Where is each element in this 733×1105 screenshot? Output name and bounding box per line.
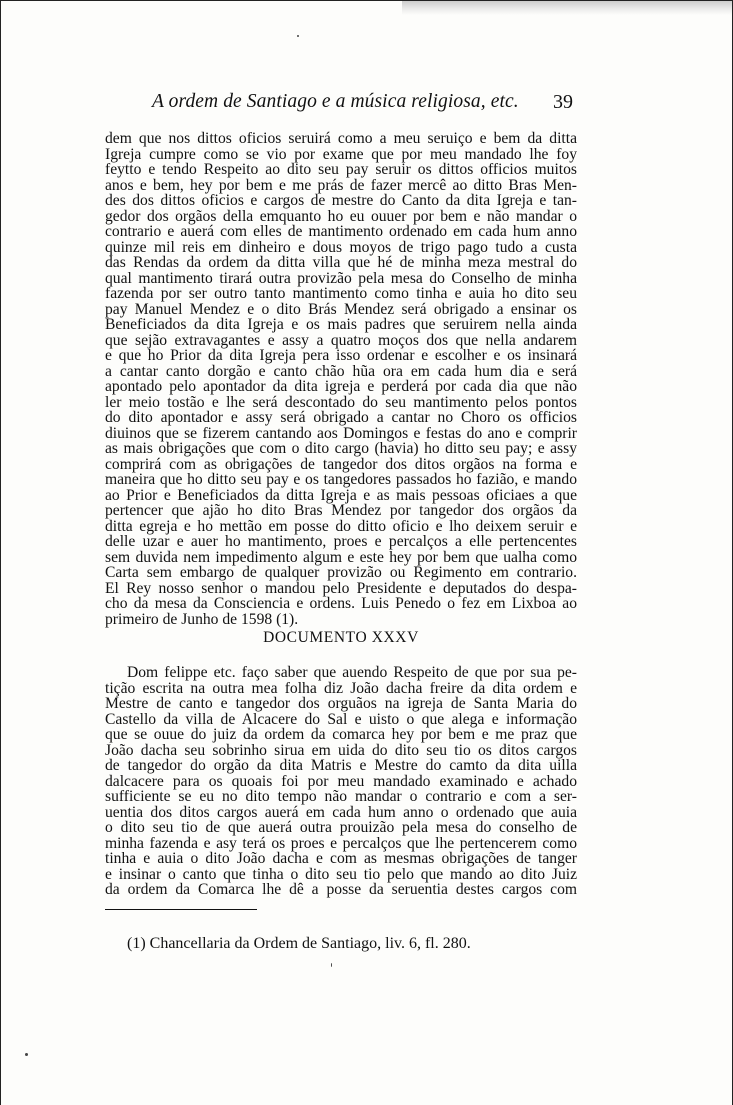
text-line: do dito apontador e assy será obrigado a cantar no Choro os officios: [105, 409, 577, 426]
text-line: minha fazenda e asy terá os proes e percalços que lhe pertencerem como: [105, 834, 577, 852]
text-line: fazenda por ser outro tanto mantimento como tinha e auia ho dito seu: [105, 285, 577, 302]
text-line: cho da mesa da Consciencia e ordens. Luis Penedo o fez em Lixboa ao: [105, 595, 577, 612]
text-line: Dom felippe etc. faço saber que auendo Respeito de que por sua pe-: [127, 664, 577, 681]
text-line: pertencer que ajão ho dito Bras Mendez por tangedor dos orgãos da: [105, 502, 577, 519]
paragraph-1: [105, 131, 577, 627]
text-line: feytto e tendo Respeito ao dito seu pay seruir os dittos officios muitos: [105, 161, 577, 178]
text-line: apontado pelo apontador da dita igreja e perderá por cada dia que não: [105, 378, 577, 395]
text-line: diuinos que se fizerem cantando aos Domingos e festas do ano e comprir: [105, 424, 577, 442]
text-line: Castello da villa de Alcacere do Sal e uisto o que alega e informação: [105, 710, 577, 728]
text-line: dalcacere para os quoais foi por meu mandado examinado e achado: [105, 772, 577, 790]
text-line: pay Manuel Mendez e o dito Brás Mendez será obrigado a ensinar os: [105, 300, 577, 318]
ink-speck: [331, 963, 332, 967]
document-heading: DOCUMENTO XXXV: [263, 629, 419, 646]
text-line: a cantar canto dorgão e canto chão hũa ora em cada hum dia e será: [105, 362, 577, 380]
text-line: anos e bem, hey por bem e me prás de fazer mercê ao ditto Bras Men-: [105, 176, 577, 194]
text-line: o dito seu tio de que auerá outra prouizão pela mesa do conselho de: [105, 819, 577, 836]
text-line: ler meio tostão e lhe será descontado do seu mantimento pelos pontos: [105, 393, 577, 411]
text-line: sufficiente se eu no dito tempo não mandar o contrario e com a ser-: [105, 788, 577, 805]
text-line: delle uzar e auer ho mantimento, proes e percalços a elle pertencentes: [105, 533, 577, 550]
page-header: [105, 91, 577, 115]
text-line: que sejão extravagantes e assy a quatro moços dos que nella andarem: [105, 331, 577, 349]
text-line: qual mantimento tirará outra provizão pela mesa do Conselho de minha: [105, 269, 577, 287]
text-line: das Rendas da ordem da ditta villa que hé de minha meza mestral do: [105, 254, 577, 271]
text-line: maneira que ho ditto seu pay e os tangedores passados ho fazião, e mando: [105, 471, 577, 488]
text-line: dem que nos dittos oficios seruirá como a meu seruiço e bem da ditta: [105, 130, 577, 147]
text-line: gedor dos orgãos della emquanto ho eu ouuer por bem e não mandar o: [105, 207, 577, 225]
text-line: Igreja cumpre como se vio por exame que por meu mandado lhe foy: [105, 145, 577, 163]
text-line: sem duvida nem impedimento algum e este hey por bem que ualha como: [105, 548, 577, 566]
text-line: primeiro de Junho de 1598 (1).: [105, 610, 299, 628]
running-title: A ordem de Santiago e a música religiosa, etc.: [152, 91, 519, 112]
text-line: ditta egreja e ho mettão em posse do ditto oficio e lho deixem seruir e: [105, 517, 577, 535]
paragraph-2: [105, 665, 577, 898]
ink-speck: [25, 1053, 28, 1056]
text-line: que se ouue do juiz da ordem da comarca hey por bem e me praz que: [105, 726, 577, 743]
footnote-rule: [105, 909, 257, 910]
footnote: (1) Chancellaria da Ordem de Santiago, liv. 6, fl. 280.: [127, 935, 471, 952]
text-line: quinze mil reis em dinheiro e dous moyos de trigo pago tudo a custa: [105, 238, 577, 256]
text-line: tição escrita na outra mea folha diz João dacha freire da dita ordem e: [105, 679, 577, 697]
text-line: e que ho Prior da dita Igreja pera isso ordenar e escolher e os insinará: [105, 347, 577, 364]
text-line: de tangedor do orgão da dita Matris e Mestre do camto da dita uilla: [105, 757, 577, 774]
text-line: contrario e auerá com elles de mantimento ordenado em cada hum anno: [105, 223, 577, 240]
text-line: da ordem da Comarca lhe dê a posse da seruentia destes cargos com: [105, 881, 577, 898]
text-line: Mestre de canto e tangedor dos orguãos na igreja de Santa Maria do: [105, 695, 577, 712]
scan-edge-shadow: [402, 1, 732, 15]
text-line: des dos dittos oficios e cargos de mestre do Canto da dita Igreja e tan-: [105, 192, 577, 209]
text-line: comprirá com as obrigações de tangedor dos ditos orgãos na forma e: [105, 455, 577, 473]
text-line: Carta sem embargo de qualquer provizão ou Regimento em contrario.: [105, 564, 577, 581]
text-line: João dacha seu sobrinho sirua em uida do dito seu tio os ditos cargos: [105, 741, 577, 759]
text-line: as mais obrigações que com o dito cargo (havia) ho ditto seu pay; e assy: [105, 440, 577, 457]
text-line: tinha e auia o dito João dacha e com as mesmas obrigações de tanger: [105, 850, 577, 867]
ink-speck: [297, 35, 299, 37]
text-line: uentia dos ditos cargos auerá em cada hum anno o ordenado que auia: [105, 803, 577, 821]
text-line: Beneficiados da dita Igreja e os mais padres que seruirem nella ainda: [105, 316, 577, 333]
text-line: El Rey nosso senhor o mandou pelo Presidente e deputados do despa-: [105, 579, 577, 597]
text-line: ao Prior e Beneficiados da ditta Igreja e as mais pessoas oficiaes a que: [105, 486, 577, 504]
text-line: e insinar o canto que tinha o dito seu tio pelo que mando ao dito Juiz: [105, 865, 577, 883]
page-number: 39: [553, 91, 573, 113]
